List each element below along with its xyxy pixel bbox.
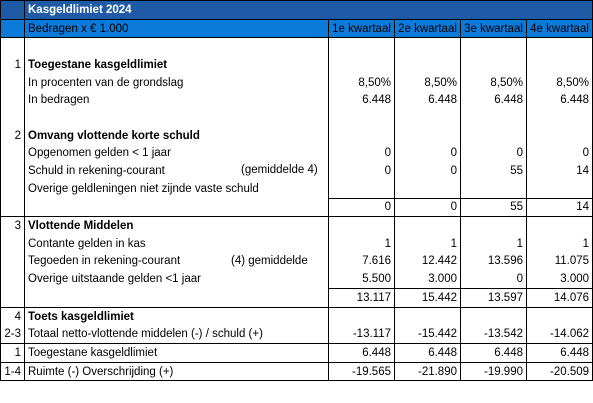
row-label-cell[interactable] — [25, 253, 329, 271]
value-cell-q2[interactable]: 6.448 — [395, 91, 461, 109]
value-cell-q1[interactable] — [329, 307, 395, 325]
value-cell-q2[interactable]: -15.442 — [395, 325, 461, 343]
row-label: Vlottende Middelen — [28, 220, 134, 233]
row-label-cell[interactable] — [25, 145, 329, 163]
value-cell-q4[interactable] — [527, 109, 593, 127]
row-index-cell[interactable]: 1 — [1, 56, 25, 74]
table-row — [1, 162, 593, 180]
value-cell-q4[interactable]: 11.075 — [527, 253, 593, 271]
value-cell-q4[interactable] — [527, 38, 593, 56]
value-cell-q1[interactable]: 7.616 — [329, 253, 395, 271]
row-label: Overige uitstaande gelden <1 jaar — [28, 273, 201, 286]
value-cell-q2[interactable]: 0 — [395, 198, 461, 217]
header-q2[interactable]: 2e kwartaal — [395, 19, 461, 38]
value-cell-q4[interactable]: 14 — [527, 162, 593, 180]
sheet-title[interactable]: Kasgeldlimiet 2024 — [25, 1, 593, 20]
row-index-cell[interactable] — [1, 74, 25, 92]
table-row — [1, 91, 593, 109]
table-row — [1, 145, 593, 163]
value-cell-q3[interactable]: 55 — [461, 162, 527, 180]
row-label: Opgenomen gelden < 1 jaar — [28, 147, 171, 160]
header-q1[interactable]: 1e kwartaal — [329, 19, 395, 38]
table-row — [1, 180, 593, 198]
value-cell-q3[interactable]: 55 — [461, 198, 527, 217]
row-label: In bedragen — [28, 94, 90, 107]
table-row — [1, 344, 593, 363]
table-row — [1, 109, 593, 127]
table-row — [1, 270, 593, 288]
value-cell-q4[interactable] — [527, 56, 593, 74]
value-cell-q3[interactable]: 0 — [461, 145, 527, 163]
value-cell-q3[interactable]: 1 — [461, 235, 527, 253]
value-cell-q4[interactable]: 6.448 — [527, 91, 593, 109]
title-index-cell[interactable] — [1, 1, 25, 20]
value-cell-q4[interactable] — [527, 217, 593, 235]
value-cell-q2[interactable]: 0 — [395, 145, 461, 163]
value-cell-q3[interactable]: 0 — [461, 270, 527, 288]
header-amounts-label[interactable]: Bedragen x € 1.000 — [25, 19, 329, 38]
value-cell-q1[interactable]: 8,50% — [329, 74, 395, 92]
value-cell-q2[interactable] — [395, 180, 461, 198]
title-row — [1, 1, 593, 20]
value-cell-q2[interactable] — [395, 109, 461, 127]
row-label-cell[interactable] — [25, 198, 329, 217]
table-row — [1, 289, 593, 308]
row-label: Toegestane kasgeldlimiet — [28, 58, 168, 71]
row-index-cell[interactable]: 3 — [1, 217, 25, 235]
table-row — [1, 325, 593, 343]
table-row — [1, 307, 593, 325]
row-note: (gemiddelde 4) — [241, 164, 318, 177]
value-cell-q3[interactable]: 8,50% — [461, 74, 527, 92]
row-index-cell[interactable] — [1, 198, 25, 217]
row-label-cell[interactable] — [25, 289, 329, 308]
value-cell-q3[interactable]: 13.597 — [461, 289, 527, 308]
row-label: Toets kasgeldlimiet — [28, 310, 134, 323]
value-cell-q1[interactable] — [329, 109, 395, 127]
value-cell-q1[interactable] — [329, 217, 395, 235]
table-row — [1, 217, 593, 235]
value-cell-q4[interactable] — [527, 127, 593, 145]
value-cell-q1[interactable]: 5.500 — [329, 270, 395, 288]
value-cell-q4[interactable]: -14.062 — [527, 325, 593, 343]
row-label-cell[interactable] — [25, 270, 329, 288]
row-label: Omvang vlottende korte schuld — [28, 129, 200, 142]
value-cell-q2[interactable]: 6.448 — [395, 344, 461, 363]
value-cell-q1[interactable] — [329, 56, 395, 74]
header-row — [1, 19, 593, 38]
row-index-cell[interactable]: 1 — [1, 344, 25, 363]
row-index-cell[interactable]: 1-4 — [1, 362, 25, 381]
value-cell-q4[interactable]: 3.000 — [527, 270, 593, 288]
value-cell-q4[interactable]: 1 — [527, 235, 593, 253]
row-label-cell[interactable] — [25, 325, 329, 343]
value-cell-q1[interactable]: 1 — [329, 235, 395, 253]
row-label-cell[interactable] — [25, 362, 329, 381]
value-cell-q1[interactable]: 0 — [329, 198, 395, 217]
row-label-cell[interactable] — [25, 74, 329, 92]
value-cell-q1[interactable]: 0 — [329, 145, 395, 163]
row-index-cell[interactable] — [1, 253, 25, 271]
value-cell-q4[interactable]: 8,50% — [527, 74, 593, 92]
row-index-cell[interactable] — [1, 235, 25, 253]
value-cell-q3[interactable]: -19.990 — [461, 362, 527, 381]
value-cell-q2[interactable]: 8,50% — [395, 74, 461, 92]
value-cell-q1[interactable]: -19.565 — [329, 362, 395, 381]
row-label: In procenten van de grondslag — [28, 76, 184, 89]
table-row — [1, 235, 593, 253]
table-row — [1, 198, 593, 217]
row-index-cell[interactable]: 2 — [1, 127, 25, 145]
row-label-cell[interactable] — [25, 344, 329, 363]
row-label-cell[interactable] — [25, 127, 329, 145]
value-cell-q1[interactable]: -13.117 — [329, 325, 395, 343]
row-index-cell[interactable]: 4 — [1, 307, 25, 325]
value-cell-q1[interactable]: 0 — [329, 162, 395, 180]
row-label: Contante gelden in kas — [28, 237, 146, 250]
value-cell-q4[interactable]: 0 — [527, 145, 593, 163]
row-index-cell[interactable] — [1, 289, 25, 308]
value-cell-q2[interactable]: -21.890 — [395, 362, 461, 381]
row-label: Schuld in rekening-courant — [28, 165, 165, 178]
row-index-cell[interactable] — [1, 162, 25, 180]
row-label-cell[interactable] — [25, 180, 329, 198]
value-cell-q4[interactable] — [527, 180, 593, 198]
value-cell-q3[interactable] — [461, 127, 527, 145]
row-label-cell[interactable] — [25, 91, 329, 109]
value-cell-q1[interactable]: 13.117 — [329, 289, 395, 308]
value-cell-q3[interactable] — [461, 217, 527, 235]
value-cell-q2[interactable] — [395, 127, 461, 145]
row-index-cell[interactable] — [1, 270, 25, 288]
header-q3[interactable]: 3e kwartaal — [461, 19, 527, 38]
value-cell-q4[interactable]: 14 — [527, 198, 593, 217]
row-index-cell[interactable] — [1, 180, 25, 198]
row-label: Ruimte (-) Overschrijding (+) — [28, 365, 174, 378]
row-label-cell[interactable] — [25, 307, 329, 325]
value-cell-q1[interactable] — [329, 180, 395, 198]
value-cell-q3[interactable] — [461, 307, 527, 325]
row-index-cell[interactable] — [1, 91, 25, 109]
table-row — [1, 74, 593, 92]
value-cell-q3[interactable]: -13.542 — [461, 325, 527, 343]
table-row — [1, 362, 593, 381]
table-row — [1, 253, 593, 271]
value-cell-q2[interactable]: 12.442 — [395, 253, 461, 271]
value-cell-q3[interactable] — [461, 109, 527, 127]
value-cell-q2[interactable] — [395, 217, 461, 235]
value-cell-q1[interactable] — [329, 38, 395, 56]
value-cell-q2[interactable] — [395, 56, 461, 74]
value-cell-q2[interactable] — [395, 38, 461, 56]
row-note: (4) gemiddelde — [231, 254, 308, 267]
value-cell-q1[interactable]: 6.448 — [329, 344, 395, 363]
row-label-cell[interactable] — [25, 38, 329, 56]
row-index-cell[interactable]: 2-3 — [1, 325, 25, 343]
row-label: Overige geldleningen niet zijnde vaste schuld — [28, 182, 259, 195]
row-label-cell[interactable] — [25, 235, 329, 253]
value-cell-q3[interactable]: 13.596 — [461, 253, 527, 271]
value-cell-q3[interactable] — [461, 180, 527, 198]
value-cell-q2[interactable] — [395, 307, 461, 325]
value-cell-q3[interactable]: 6.448 — [461, 91, 527, 109]
table-row — [1, 127, 593, 145]
row-label-cell[interactable] — [25, 162, 329, 180]
row-label: Toegestane kasgeldlimiet — [28, 346, 158, 359]
value-cell-q4[interactable]: 6.448 — [527, 344, 593, 363]
row-index-cell[interactable] — [1, 38, 25, 56]
row-label-cell[interactable] — [25, 109, 329, 127]
value-cell-q2[interactable]: 1 — [395, 235, 461, 253]
value-cell-q1[interactable] — [329, 127, 395, 145]
value-cell-q2[interactable]: 15.442 — [395, 289, 461, 308]
row-label-cell[interactable] — [25, 56, 329, 74]
value-cell-q4[interactable] — [527, 307, 593, 325]
value-cell-q2[interactable]: 3.000 — [395, 270, 461, 288]
row-index-cell[interactable] — [1, 109, 25, 127]
value-cell-q3[interactable] — [461, 56, 527, 74]
value-cell-q3[interactable] — [461, 38, 527, 56]
row-index-cell[interactable] — [1, 145, 25, 163]
table-row — [1, 38, 593, 56]
value-cell-q2[interactable]: 0 — [395, 162, 461, 180]
value-cell-q1[interactable]: 6.448 — [329, 91, 395, 109]
table-row — [1, 56, 593, 74]
value-cell-q4[interactable]: 14.076 — [527, 289, 593, 308]
header-index-cell[interactable] — [1, 19, 25, 38]
header-q4[interactable]: 4e kwartaal — [527, 19, 593, 38]
value-cell-q4[interactable]: -20.509 — [527, 362, 593, 381]
row-label-cell[interactable] — [25, 217, 329, 235]
row-label: Tegoeden in rekening-courant — [28, 255, 181, 268]
value-cell-q3[interactable]: 6.448 — [461, 344, 527, 363]
row-label: Totaal netto-vlottende middelen (-) / schuld (+) — [28, 328, 263, 341]
